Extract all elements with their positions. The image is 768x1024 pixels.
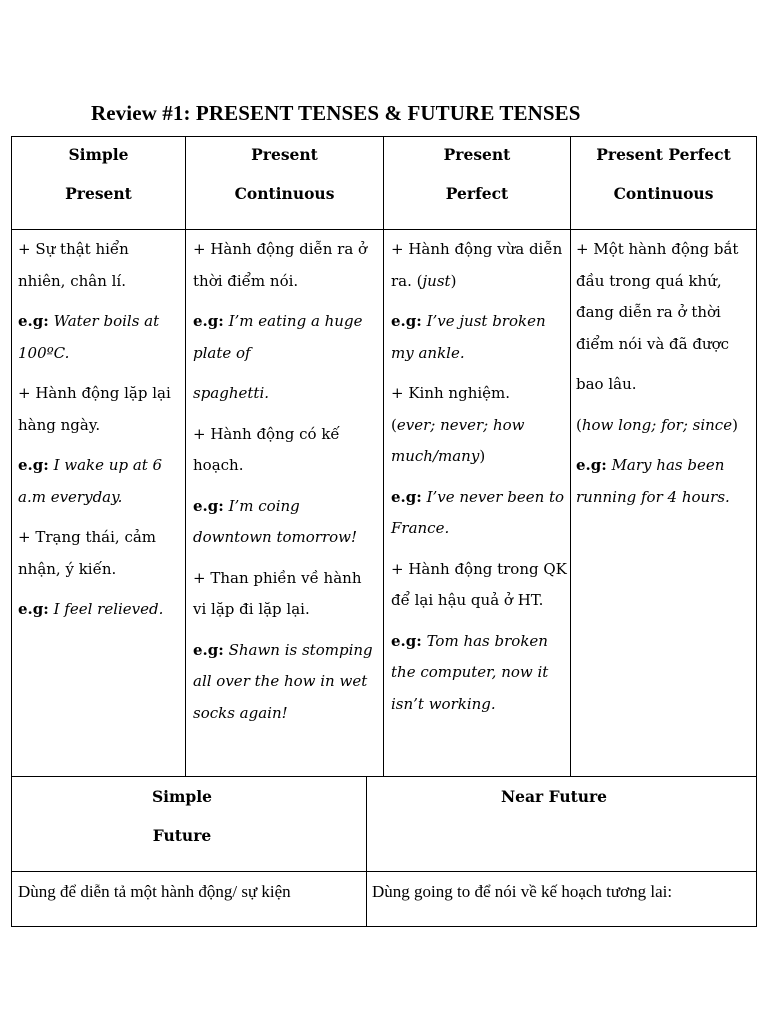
col-divider-2: [383, 136, 384, 777]
example-text: I’m eating a huge plate of: [193, 312, 363, 362]
paren: ): [479, 447, 486, 465]
header-line: Present: [65, 184, 132, 203]
example-text: I wake up at 6 a.m everyday.: [18, 456, 163, 506]
usage-note: [391, 234, 567, 297]
header-line: Future: [152, 826, 212, 845]
header-present-perfect: [384, 145, 570, 223]
example: [18, 594, 178, 626]
eg-label: e.g:: [18, 456, 49, 474]
header-line: Continuous: [234, 184, 335, 203]
example-text: I feel relieved.: [53, 600, 164, 618]
example-continued: [193, 378, 379, 410]
example-text: Mary has been running for 4 hours.: [576, 456, 730, 506]
table-border-top: [11, 136, 757, 137]
eg-label: e.g:: [193, 640, 224, 659]
eg-label: e.g:: [391, 487, 422, 506]
example-text: I’ve never been to France.: [391, 487, 565, 537]
usage-note: + Một hành động bắt đầu trong quá khứ, đang diễn ra ở thời điểm nói và đã được: [576, 240, 739, 353]
col-divider-1: [185, 136, 186, 777]
near-future-desc: Dùng going to để nói về kế hoạch tương lai:: [372, 882, 673, 901]
example-text: Shawn is stomping all over the how in wet socks again!: [193, 640, 373, 722]
header-line: Simple: [151, 787, 213, 806]
present-future-divider: [11, 776, 757, 777]
usage-note: + Trạng thái, cảm nhận, ý kiến.: [18, 528, 157, 578]
signal-word: how long; for; since: [581, 415, 733, 434]
header-divider: [11, 229, 757, 230]
eg-label: e.g:: [18, 600, 49, 618]
signal-word: ever; never; how much/many: [391, 415, 525, 465]
usage-note: + Sự thật hiển nhiên, chân lí.: [18, 240, 129, 290]
header-simple-future: [12, 787, 352, 865]
header-near-future: [367, 787, 741, 826]
present-continuous-cell: [193, 234, 379, 738]
example: [193, 306, 379, 369]
eg-label: e.g:: [391, 631, 422, 650]
header-line: Present: [251, 145, 318, 164]
header-line: Near Future: [500, 787, 608, 806]
eg-label: e.g:: [193, 496, 224, 515]
usage-note: + Than phiền về hành vi lặp đi lặp lại.: [193, 568, 362, 618]
example: [576, 450, 756, 513]
usage-note: + Hành động lặp lại hàng ngày.: [18, 384, 171, 434]
example: [193, 635, 379, 730]
paren: (: [576, 415, 582, 434]
present-perfect-cell: [391, 234, 567, 729]
eg-label: e.g:: [391, 312, 422, 330]
usage-note: + Kinh nghiệm.: [391, 384, 511, 402]
page-title: Review #1: PRESENT TENSES & FUTURE TENSES: [91, 101, 581, 125]
example-text: Water boils at 100ºC.: [18, 312, 160, 362]
header-line: Simple: [68, 145, 129, 164]
signal-words: [391, 410, 567, 473]
header-line: Continuous: [613, 184, 714, 203]
example: [391, 626, 567, 721]
example: [18, 450, 178, 513]
usage-note-continued: bao lâu.: [576, 375, 637, 393]
paren: ): [732, 415, 738, 434]
example-text: spaghetti.: [193, 384, 270, 402]
example-text: I’m coing downtown tomorrow!: [193, 496, 358, 546]
example: [193, 491, 379, 554]
header-line: Present: [443, 145, 511, 164]
example-text: I’ve just broken my ankle.: [391, 312, 546, 362]
usage-note: + Hành động diễn ra ở thời điểm nói.: [193, 240, 368, 290]
future-header-divider: [11, 871, 757, 872]
eg-label: e.g:: [576, 456, 607, 474]
simple-present-cell: [18, 234, 178, 635]
header-simple-present: [12, 145, 185, 223]
note-text: + Hành động vừa diễn ra. (: [391, 240, 563, 290]
header-line: Perfect: [445, 184, 509, 203]
simple-future-desc: Dùng để diễn tả một hành động/ sự kiện: [18, 882, 291, 901]
usage-note: + Hành động có kế hoạch.: [193, 424, 340, 474]
signal-words: [576, 410, 756, 442]
header-present-continuous: [186, 145, 383, 223]
example: [391, 306, 567, 369]
example-text: Tom has broken the computer, now it isn’t working.: [391, 631, 549, 713]
usage-note: + Hành động trong QK để lại hậu quả ở HT.: [391, 559, 567, 609]
present-perfect-continuous-cell: [576, 234, 756, 522]
paren: (: [391, 415, 397, 434]
example: [18, 306, 178, 369]
eg-label: e.g:: [18, 312, 49, 330]
header-present-perfect-continuous: [571, 145, 756, 223]
table-border-right: [756, 136, 757, 927]
header-line: Present Perfect: [596, 145, 731, 164]
note-text: ): [450, 271, 457, 290]
eg-label: e.g:: [193, 312, 224, 330]
signal-word: just: [422, 271, 451, 290]
col-divider-3: [570, 136, 571, 777]
table-border-bottom: [11, 926, 757, 927]
example: [391, 482, 567, 545]
